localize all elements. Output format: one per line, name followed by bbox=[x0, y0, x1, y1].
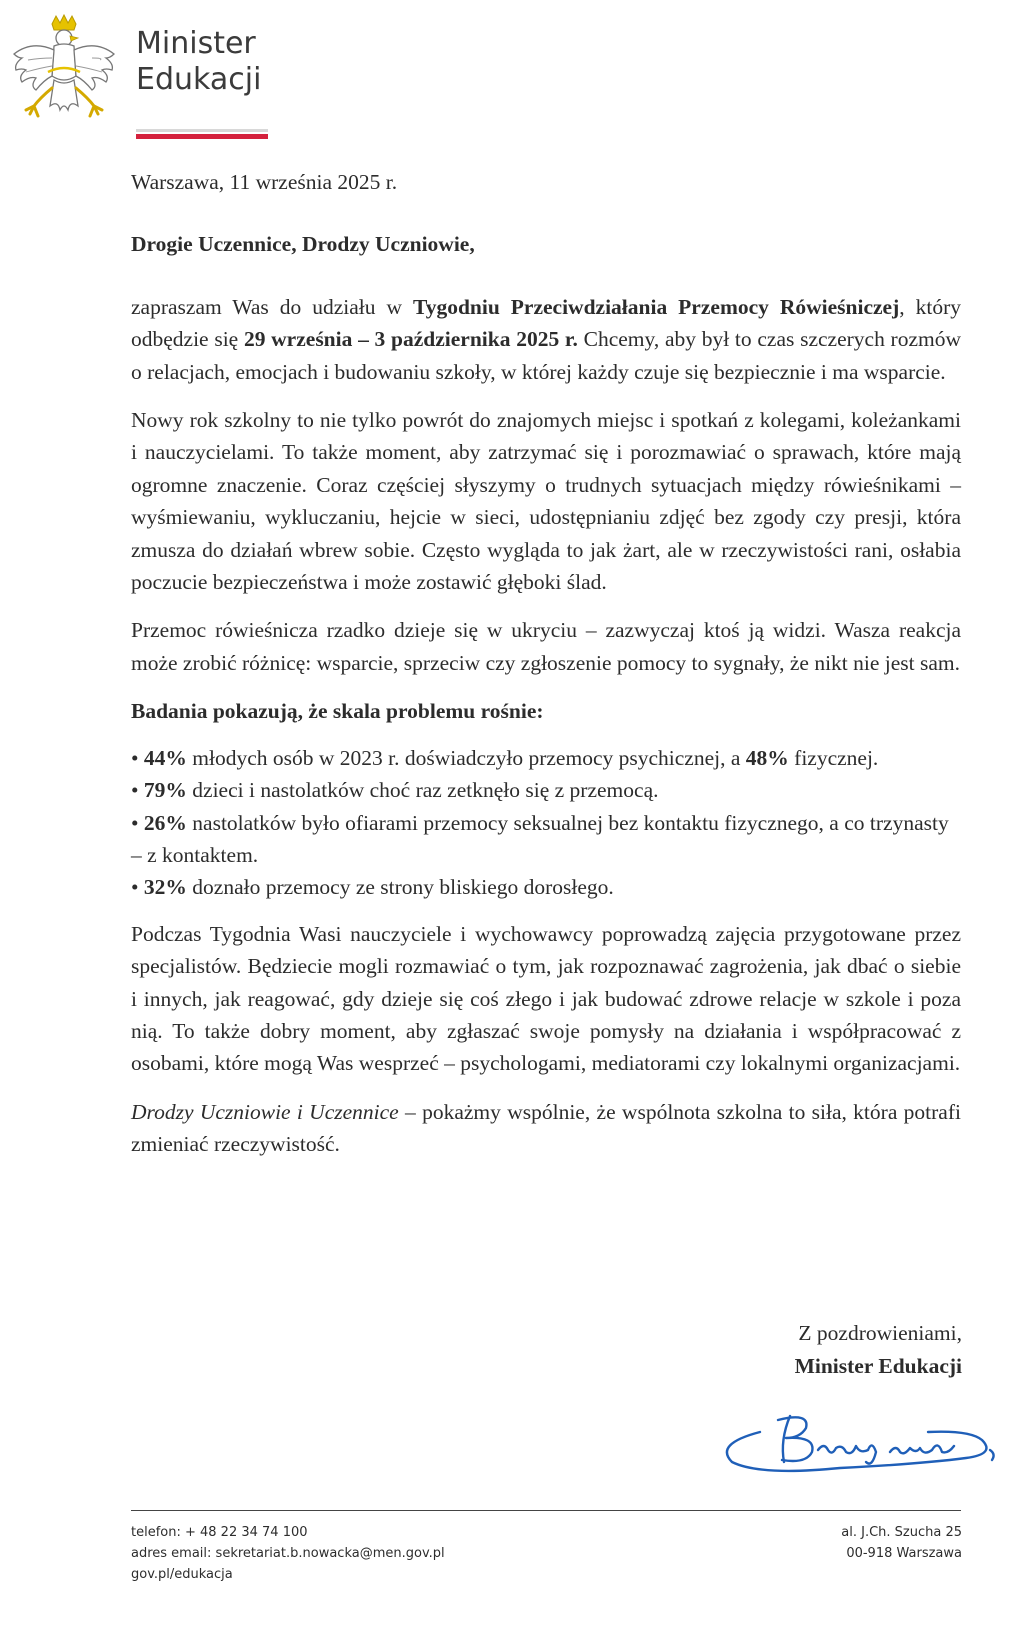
bullet-marker: • bbox=[131, 778, 144, 803]
invitation-text-3: Chcemy, aby był to czas szczerych rozmów o relacjach, emocjach i budowaniu szkoły, w której każdy czuje się bezpiecznie i ma wsparcie. bbox=[131, 327, 961, 384]
bullet-marker: • bbox=[131, 875, 144, 900]
salutation: Drogie Uczennice, Drodzy Uczniowie, bbox=[131, 232, 475, 257]
organization-name-line2: Edukacji bbox=[136, 62, 262, 97]
footer-website[interactable]: gov.pl/edukacja bbox=[131, 1567, 233, 1582]
closing-address: Drodzy Uczniowie i Uczennice bbox=[131, 1099, 399, 1124]
flag-rule bbox=[136, 129, 268, 141]
footer-city: 00-918 Warszawa bbox=[846, 1546, 962, 1561]
letter-body bbox=[131, 166, 961, 1177]
bullet-marker: • bbox=[131, 745, 144, 770]
paragraph-school-year: Nowy rok szkolny to nie tylko powrót do znajomych miejsc i spotkań z kolegami, koleżankami i nauczycielami. To także moment, aby zatrzymać się i porozmawiać o sprawach, które mają ogromne znaczenie. Coraz częściej słyszymy o trudnych sytuacjach między rówieśnikami – wyśmiewaniu, wykluczaniu, hejcie w sieci, udostępnianiu zdjęć bez zgody czy presji, która zmusza do działań wbrew sobie. Często wygląda to jak żart, ale w rzeczywistości rani, osłabia poczucie bezpieczeństwa i może zostawić głęboki ślad. bbox=[131, 408, 961, 595]
footer-email[interactable]: adres email: sekretariat.b.nowacka@men.gov.pl bbox=[131, 1546, 445, 1561]
footer-address bbox=[841, 1522, 962, 1564]
signoff bbox=[795, 1317, 962, 1383]
stat-value: 32% bbox=[143, 875, 187, 900]
stat-text-2: fizycznej. bbox=[788, 745, 879, 770]
paragraph-peer-violence: Przemoc rówieśnicza rzadko dzieje się w ukryciu – zazwyczaj ktoś ją widzi. Wasza reakcja może zrobić różnicę: wsparcie, sprzeciw czy zgłoszenie pomocy to sygnały, że nikt nie jest sam. bbox=[131, 618, 961, 675]
paragraph-invitation bbox=[131, 291, 961, 388]
invitation-text-1: zapraszam Was do udziału w bbox=[131, 294, 413, 319]
letter-date: Warszawa, 11 września 2025 r. bbox=[131, 170, 398, 194]
footer-contact bbox=[131, 1522, 445, 1585]
flag-rule-white bbox=[136, 129, 268, 132]
stats-item bbox=[131, 774, 961, 806]
paragraph-closing bbox=[131, 1096, 961, 1161]
stats-heading: Badania pokazują, że skala problemu rośnie: bbox=[131, 699, 544, 724]
stat-text: młodych osób w 2023 r. doświadczyło przemocy psychicznej, a bbox=[186, 745, 746, 770]
handwritten-signature bbox=[720, 1410, 1010, 1480]
paragraph-week-activities: Podczas Tygodnia Wasi nauczyciele i wychowawcy poprowadzą zajęcia przygotowane przez specjalistów. Będziecie mogli rozmawiać o tym, jak rozpoznawać zagrożenia, jak dbać o siebie i innych, jak reagować, gdy dzieje się coś złego i jak budować zdrowe relacje w szkole i poza nią. To także dobry moment, aby zgłaszać swoje pomysły na działania i współpracować z osobami, które mogą Was wesprzeć – psychologami, mediatorami czy lokalnymi organizacjami. bbox=[131, 921, 961, 1076]
event-name: Tygodniu Przeciwdziałania Przemocy Rówieśniczej bbox=[412, 294, 900, 319]
footer-divider bbox=[131, 1510, 961, 1511]
signer-title: Minister Edukacji bbox=[794, 1354, 962, 1378]
organization-name-line1: Minister bbox=[136, 26, 256, 61]
letterhead bbox=[8, 14, 268, 140]
closing-greeting: Z pozdrowieniami, bbox=[798, 1321, 962, 1345]
stat-text: dzieci i nastolatków choć raz zetknęło się z przemocą. bbox=[186, 778, 659, 803]
bullet-marker: • bbox=[131, 810, 144, 835]
stats-item bbox=[131, 742, 961, 774]
stat-value: 26% bbox=[143, 810, 187, 835]
white-eagle-emblem-icon bbox=[8, 14, 120, 140]
stat-value: 79% bbox=[143, 778, 187, 803]
closing-text: – pokażmy wspólnie, że wspólnota szkolna to siła, która potrafi zmieniać rzeczywistość. bbox=[131, 1099, 961, 1157]
stat-value-2: 48% bbox=[745, 745, 789, 770]
stat-value: 44% bbox=[143, 745, 187, 770]
stats-item bbox=[131, 871, 961, 903]
stats-item bbox=[131, 807, 961, 872]
footer-street: al. J.Ch. Szucha 25 bbox=[841, 1525, 962, 1540]
footer-phone: telefon: + 48 22 34 74 100 bbox=[131, 1525, 308, 1540]
invitation-text-2: , który odbędzie się bbox=[131, 294, 961, 352]
organization-name bbox=[136, 26, 261, 98]
stat-text: doznało przemocy ze strony bliskiego dorosłego. bbox=[186, 875, 614, 900]
flag-rule-red bbox=[136, 134, 268, 139]
stat-text: nastolatków było ofiarami przemocy seksualnej bez kontaktu fizycznego, a co trzynasty – z kontaktem. bbox=[131, 810, 949, 867]
stats-list bbox=[131, 742, 961, 904]
event-dates: 29 września – 3 października 2025 r. bbox=[243, 327, 578, 352]
